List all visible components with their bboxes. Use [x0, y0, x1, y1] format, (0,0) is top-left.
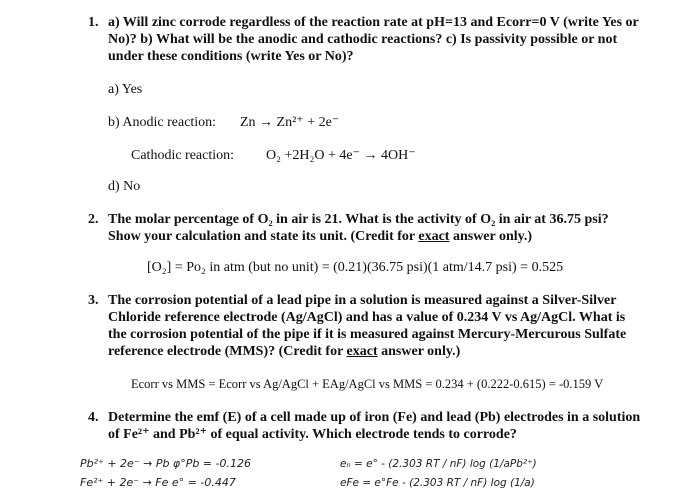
q2-number: 2. — [88, 212, 99, 227]
q2-answer: [O₂] = Po₂ in atm (but no unit) = (0.21)(36.75 psi)(1 atm/14.7 psi) = 0.525 — [147, 260, 564, 275]
handwriting-left-2: Fe²⁺ + 2e⁻ → Fe e° = -0.447 — [80, 476, 236, 489]
q2-line1: The molar percentage of O₂ in air is 21. What is the activity of O₂ in air at 36.75 psi? — [108, 212, 609, 227]
q3-number: 3. — [88, 293, 99, 308]
q2-exact-underline: exact — [418, 229, 450, 244]
handwriting-right-1: eₙ = e° - (2.303 RT / nF) log (1/aPb²⁺) — [340, 458, 537, 470]
q4-number: 4. — [88, 410, 99, 425]
q4-line2: of Fe²⁺ and Pb²⁺ of equal activity. Which electrode tends to corrode? — [108, 427, 517, 442]
q2-line2: Show your calculation and state its unit. (Credit for exact answer only.) — [108, 229, 533, 244]
q3-exact-underline: exact — [346, 344, 378, 359]
q1-anodic-reaction: Zn → Zn²⁺ + 2e⁻ — [240, 115, 340, 130]
q3-line3: the corrosion potential of the pipe if it is measured against Mercury-Mercurous Sulfate — [108, 327, 627, 342]
handwriting-right-2: eFe = e°Fe - (2.303 RT / nF) log (1/a) — [340, 477, 535, 489]
handwritten-notes — [78, 452, 638, 492]
q4-line1: Determine the emf (E) of a cell made up of iron (Fe) and lead (Pb) electrodes in a solution — [108, 410, 641, 425]
q1-cathodic-reaction: O₂ +2H₂O + 4e⁻ → 4OH⁻ — [266, 148, 416, 163]
q3-line1: The corrosion potential of a lead pipe in a solution is measured against a Silver-Silver — [108, 293, 617, 308]
q1-cathodic-label: Cathodic reaction: — [131, 148, 235, 163]
q3-line2: Chloride reference electrode (Ag/AgCl) and has a value of 0.234 V vs Ag/AgCl. What is — [108, 310, 626, 325]
q1-answer-d: d) No — [108, 179, 141, 194]
handwriting-left-1: Pb²⁺ + 2e⁻ → Pb φ°Pb = -0.126 — [80, 457, 251, 470]
q1-answer-b-label: b) Anodic reaction: — [108, 115, 217, 130]
q3-line4: reference electrode (MMS)? (Credit for exact answer only.) — [108, 344, 461, 359]
q3-answer: Ecorr vs MMS = Ecorr vs Ag/AgCl + EAg/AgCl vs MMS = 0.234 + (0.222-0.615) = -0.159 V — [131, 377, 604, 391]
q1-line3: under these conditions (write Yes or No)? — [108, 49, 354, 64]
q1-number: 1. — [88, 15, 99, 30]
q1-line2: No)? b) What will be the anodic and cathodic reactions? c) Is passivity possible or not — [108, 32, 618, 47]
q1-line1: a) Will zinc corrode regardless of the reaction rate at pH=13 and Ecorr=0 V (write Yes or — [108, 15, 639, 30]
q1-answer-a: a) Yes — [108, 82, 143, 97]
